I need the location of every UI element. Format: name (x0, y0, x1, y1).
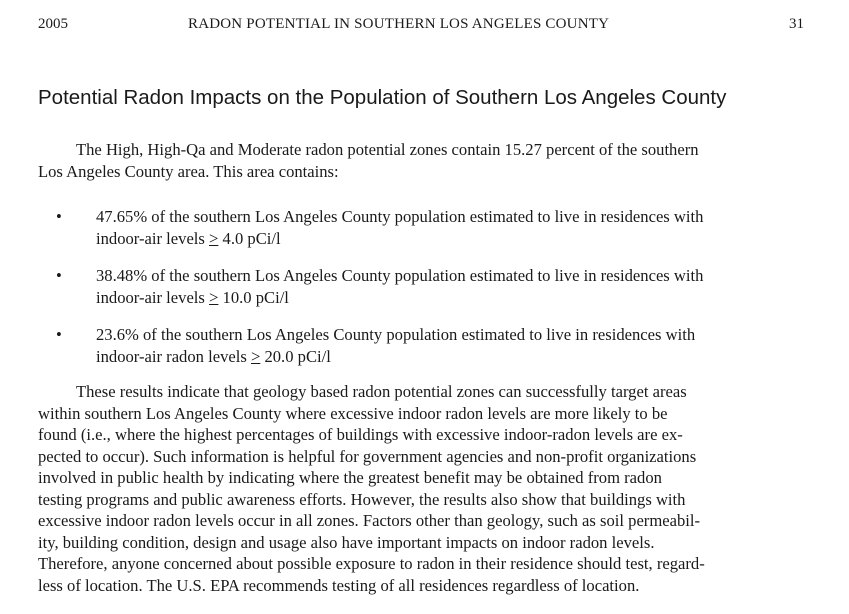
list-item (38, 206, 808, 249)
bullet-icon: • (56, 266, 62, 285)
bullet-line-2 (96, 228, 808, 250)
header-page-number: 31 (789, 16, 804, 32)
greater-equal-symbol: > (250, 346, 261, 366)
bullet-text-value: 4.0 pCi/l (218, 228, 281, 248)
bullet-text-prefix: indoor-air levels (96, 287, 210, 307)
header-running-title: RADON POTENTIAL IN SOUTHERN LOS ANGELES COUNTY (188, 16, 610, 32)
bullet-text-prefix: indoor-air radon levels (96, 346, 251, 366)
conclusion-line: within southern Los Angeles County where excessive indoor radon levels are more likely to be (38, 403, 668, 423)
greater-equal-symbol: > (209, 287, 219, 307)
conclusion-line: found (i.e., where the highest percentages of buildings with excessive indoor-radon levels are ex- (38, 425, 683, 444)
conclusion-line: less of location. The U.S. EPA recommends testing of all residences regardless of location. (38, 575, 640, 595)
bullet-list (38, 206, 808, 383)
bullet-line-1: 23.6% of the southern Los Angeles County population estimated to live in residences with (96, 325, 696, 344)
conclusion-line: testing programs and public awareness efforts. However, the results also show that buildings with (38, 489, 686, 509)
conclusion-line: involved in public health by indicating where the greatest benefit may be obtained from radon (38, 468, 662, 487)
list-item (38, 324, 808, 367)
greater-equal-symbol: > (209, 228, 219, 248)
conclusion-line: ity, building condition, design and usage also have important impacts on indoor radon levels. (38, 532, 655, 552)
list-item (38, 265, 808, 308)
section-title: Potential Radon Impacts on the Population of Southern Los Angeles County (38, 86, 727, 109)
conclusion-line: These results indicate that geology based radon potential zones can successfully target areas (76, 382, 687, 401)
intro-line-1: The High, High-Qa and Moderate radon potential zones contain 15.27 percent of the southern (76, 140, 699, 159)
conclusion-paragraph (38, 381, 808, 596)
bullet-text-prefix: indoor-air levels (96, 228, 210, 248)
bullet-text-value: 10.0 pCi/l (218, 287, 289, 307)
bullet-line-2 (96, 287, 808, 309)
conclusion-line: excessive indoor radon levels occur in all zones. Factors other than geology, such as soil permeabil- (38, 511, 701, 530)
header-year: 2005 (38, 16, 68, 32)
bullet-line-2 (96, 346, 808, 368)
bullet-icon: • (56, 207, 62, 226)
bullet-text-value: 20.0 pCi/l (260, 346, 331, 366)
intro-line-2: Los Angeles County area. This area contains: (38, 161, 339, 181)
bullet-line-1: 47.65% of the southern Los Angeles County population estimated to live in residences with (96, 207, 704, 226)
intro-paragraph (38, 139, 808, 182)
bullet-icon: • (56, 325, 62, 344)
bullet-line-1: 38.48% of the southern Los Angeles County population estimated to live in residences with (96, 266, 704, 285)
conclusion-line: Therefore, anyone concerned about possible exposure to radon in their residence should test, regard- (38, 554, 705, 573)
conclusion-line: pected to occur). Such information is helpful for government agencies and non-profit organizations (38, 446, 697, 466)
page-header (38, 16, 804, 38)
